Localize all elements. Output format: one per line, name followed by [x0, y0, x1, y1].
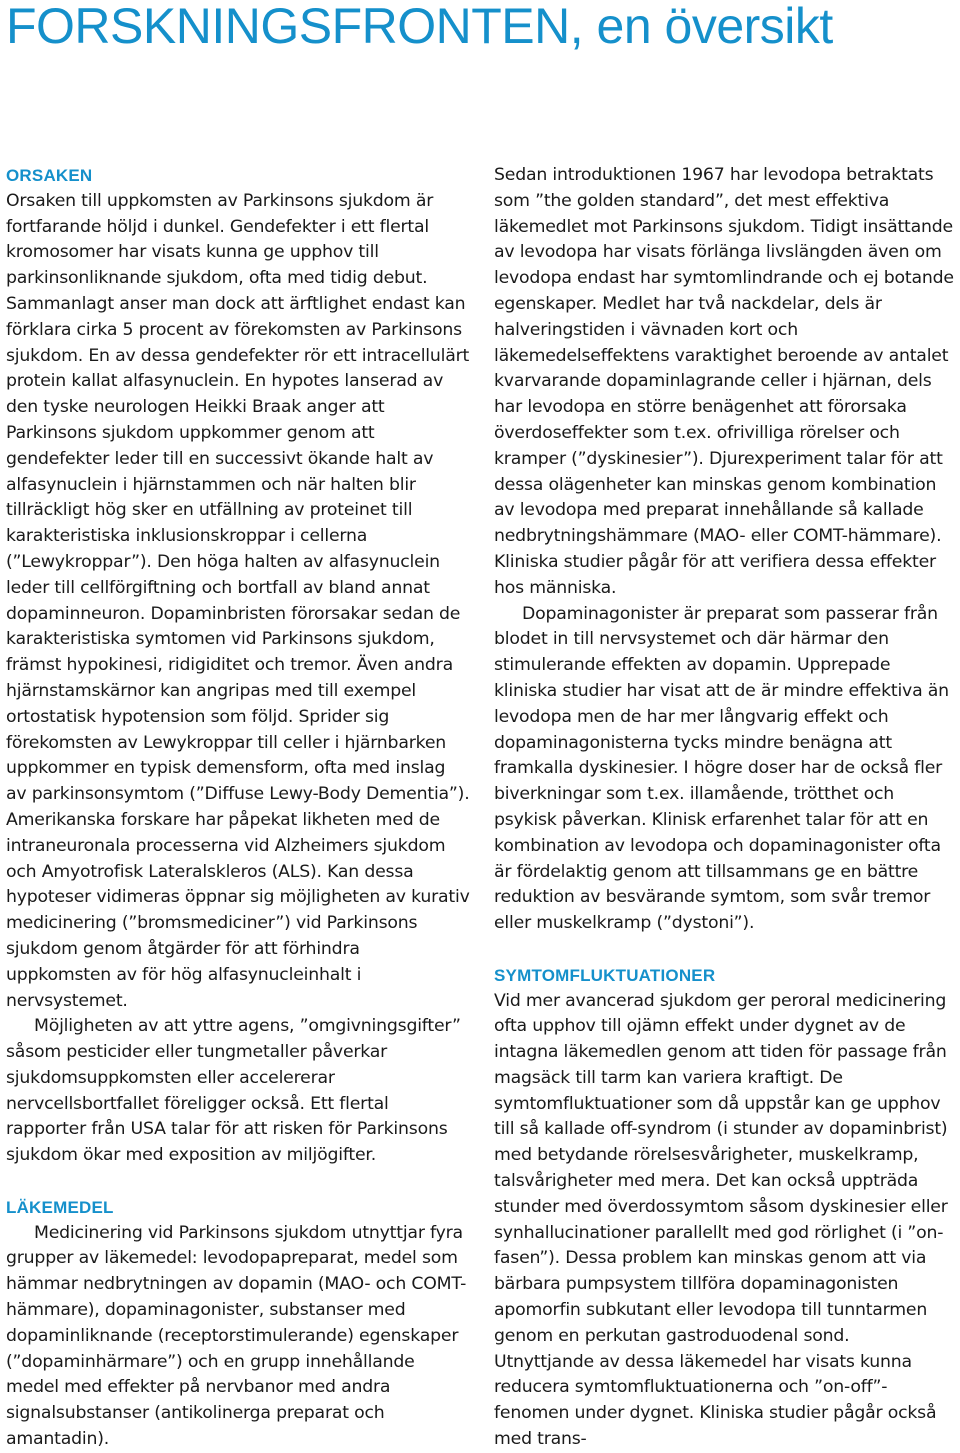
- section-spacer: [494, 937, 954, 963]
- page-title: FORSKNINGSFRONTEN, en översikt: [6, 0, 833, 54]
- section-heading-orsaken: ORSAKEN: [6, 166, 93, 185]
- paragraph: Orsaken till uppkomsten av Parkinsons sjukdom är fortfarande höljd i dunkel. Gendefekter i ett flertal kromosomer har visats kunna ge upphov till parkinsonliknande sjukdom, ofta med tidig debut. Sammanlagt anser man dock att ärftlighet endast kan förklara cirka 5 procent av förekomsten av Parkinsons sjukdom. En av dessa gendefekter rör ett intracellulärt protein kallat alfasynuclein. En hypotes lanserad av den tyske neurologen Heikki Braak anger att Parkinsons sjukdom uppkommer genom att gendefekter leder till en successivt ökande halt av alfasynuclein i hjärnstammen och när halten blir tillräckligt hög sker en utfällning av proteinet till karakteristiska inklusionskroppar i cellerna (”Lewykroppar”). Den höga halten av alfasynuclein leder till cellförgiftning och bortfall av bland annat dopaminneuron. Dopaminbristen förorsakar sedan de karakteristiska symtomen vid Parkinsons sjukdom, främst hypokinesi, ridigiditet och tremor. Även andra hjärnstamskärnor kan angripas med till exempel ortostatisk hypotension som följd. Sprider sig förekomsten av Lewykroppar till celler i hjärnbarken uppkommer en typisk demensform, ofta med inslag av parkinsonsymtom (”Diffuse Lewy-Body Dementia”). Amerikanska forskare har påpekat likheten med de intraneuronala processerna vid Alzheimers sjukdom och Amyotrofisk Lateralskleros (ALS). Kan dessa hypoteser vidimeras öppnar sig möjligheten av kurativ medicinering (”bromsmediciner”) vid Parkinsons sjukdom genom åtgärder för att förhindra uppkomsten av för hög alfasynucleinhalt i nervsystemet.: [6, 190, 470, 1011]
- right-column: [494, 163, 954, 1453]
- paragraph: Medicinering vid Parkinsons sjukdom utnyttjar fyra grupper av läkemedel: levodopapreparat, medel som hämmar nedbrytningen av dopamin (MAO- och COMT-hämmare), dopaminagonister, substanser med dopaminliknande (receptorstimulerande) egenskaper (”dopaminhärmare”) och en grupp innehållande medel med effekter på nervbanor med andra signalsubstanser (antikolinerga preparat och amantadin).: [6, 1222, 467, 1450]
- paragraph: Dopaminagonister är preparat som passerar från blodet in till nervsystemet och där härmar den stimulerande effekten av dopamin. Upprepade kliniska studier har visat att de är mindre effektiva än levodopa men de har mer långvarig effekt och dopaminagonisterna tycks mindre benägna att framkalla dyskinesier. I högre doser har de också fler biverkningar som t.ex. illamående, trötthet och psykisk påverkan. Klinisk erfarenhet talar för att en kombination av levodopa och dopaminagonister ofta är fördelaktig genom att tillsammans ge en bättre reduktion av besvärande symtom, som svår tremor eller muskelkramp (”dystoni”).: [494, 603, 949, 934]
- paragraph: Sedan introduktionen 1967 har levodopa betraktats som ”the golden standard”, det mest effektiva läkemedlet mot Parkinsons sjukdom. Tidigt insättande av levodopa har visats förlänga livslängden även om levodopa endast har symtomlindrande och ej botande egenskaper. Medlet har två nackdelar, dels är halveringstiden i vävnaden kort och läkemedelseffektens varaktighet beroende av antalet kvarvarande dopaminlagrande celler i hjärnan, dels har levodopa en större benägenhet att förorsaka överdoseffekter som t.ex. ofrivilliga rörelser och kramper (”dyskinesier”). Djurexperiment talar för att dessa olägenheter kan minskas genom kombination av levodopa med preparat innehållande så kallade nedbrytningshämmare (MAO- eller COMT-hämmare). Kliniska studier pågår för att verifiera dessa effekter hos människa.: [494, 165, 954, 598]
- section-heading-lakemedel: LÄKEMEDEL: [6, 1197, 114, 1217]
- paragraph: Vid mer avancerad sjukdom ger peroral medicinering ofta upphov till ojämn effekt under dygnet av de intagna läkemedlen genom att tiden för passage från magsäck till tarm kan variera kraftigt. De symtomfluktuationer som då uppstår kan ge upphov till så kallade off-syndrom (i stunder av dopaminbrist) med betydande rörelsesvårigheter, muskelkramp, talsvårigheter med mera. Det kan också uppträda stunder med överdossymtom såsom dyskinesier eller synhallucinationer parallellt med god rörlighet (i ”on-fasen”). Dessa problem kan minskas genom att via bärbara pumpsystem tillföra dopaminagonisten apomorfin subkutant eller levodopa till tunntarmen genom en perkutan gastroduodenal sond. Utnyttjande av dessa läkemedel har visats kunna reducera symtomfluktuationerna och ”on-off”-fenomen under dygnet. Kliniska studier pågår också med trans-: [494, 990, 948, 1450]
- paragraph: Möjligheten av att yttre agens, ”omgivningsgifter” såsom pesticider eller tungmetaller påverkar sjukdomsuppkomsten eller accelererar nervcellsbortfallet föreligger också. Ett flertal rapporter från USA talar för att risken för Parkinsons sjukdom ökar med exposition av miljögifter.: [6, 1016, 461, 1166]
- section-spacer: [6, 1169, 470, 1195]
- left-column: [6, 163, 470, 1453]
- section-heading-symtomfluktuationer: SYMTOMFLUKTUATIONER: [494, 965, 716, 985]
